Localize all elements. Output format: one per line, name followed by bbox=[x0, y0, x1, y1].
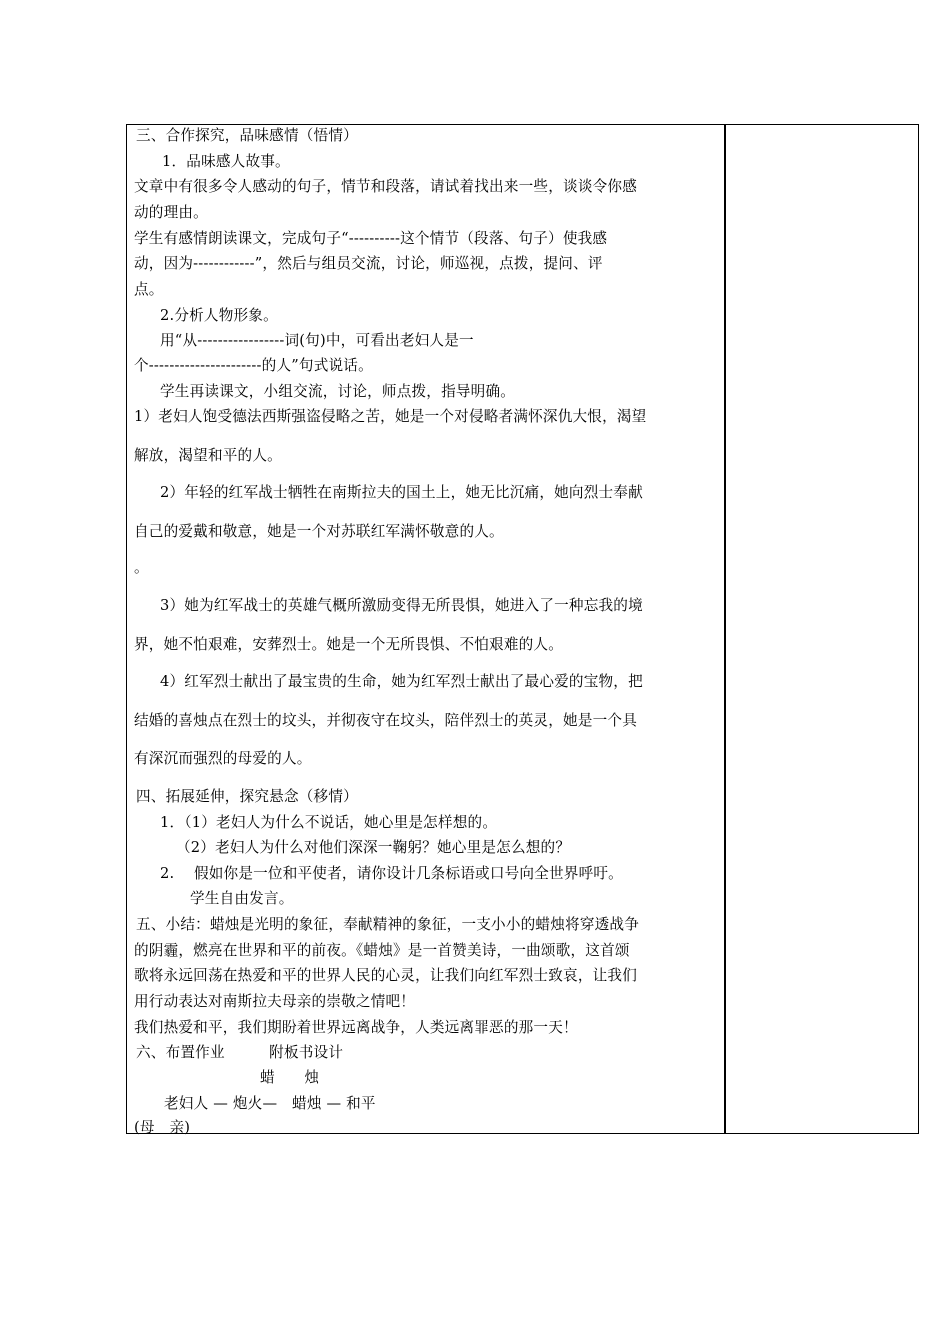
text-line: （2）老妇人为什么对他们深深一鞠躬？她心里是怎么想的？ bbox=[176, 839, 571, 856]
text-line: 4）红军烈士献出了最宝贵的生命，她为红军烈士献出了最心爱的宝物，把 bbox=[160, 673, 643, 690]
text-line: 2.分析人物形象。 bbox=[160, 307, 278, 324]
text-line: 界，她不怕艰难，安葬烈士。她是一个无所畏惧、不怕艰难的人。 bbox=[134, 636, 564, 653]
text-line: 点。 bbox=[134, 281, 164, 298]
text-line: 有深沉而强烈的母爱的人。 bbox=[134, 750, 312, 767]
text-line: 我们热爱和平，我们期盼着世界远离战争，人类远离罪恶的那一天！ bbox=[134, 1019, 578, 1036]
text-line: 2）年轻的红军战士牺牲在南斯拉夫的国土上，她无比沉痛，她向烈士奉献 bbox=[160, 484, 643, 501]
text-line: 文章中有很多令人感动的句子，情节和段落，请试着找出来一些，谈谈令你感 bbox=[134, 178, 637, 195]
text-line: 用“从-----------------词(句)中，可看出老妇人是一 bbox=[160, 332, 474, 349]
section-heading-3: 三、合作探究，品味感情（悟情） bbox=[136, 127, 358, 144]
section-heading-4: 四、拓展延伸，探究悬念（移情） bbox=[136, 788, 358, 805]
board-line: 老妇人 — 炮火— 蜡烛 — 和平 bbox=[164, 1095, 376, 1112]
text-line: 解放，渴望和平的人。 bbox=[134, 447, 282, 464]
text-line: 自己的爱戴和敬意，她是一个对苏联红军满怀敬意的人。 bbox=[134, 523, 504, 540]
text-line: 。 bbox=[134, 559, 149, 576]
text-line: 3）她为红军战士的英雄气概所激励变得无所畏惧，她进入了一种忘我的境 bbox=[160, 597, 643, 614]
text-line: 学生再读课文，小组交流，讨论，师点拨，指导明确。 bbox=[160, 383, 516, 400]
text-line: 学生自由发言。 bbox=[190, 890, 294, 907]
text-line: 1．品味感人故事。 bbox=[162, 153, 290, 170]
text-line: 动，因为------------”，然后与组员交流，讨论，师巡视，点拨，提问、评 bbox=[134, 255, 603, 272]
text-line: 用行动表达对南斯拉夫母亲的崇敬之情吧！ bbox=[134, 993, 416, 1010]
text-line: 2. 假如你是一位和平使者，请你设计几条标语或口号向全世界呼吁。 bbox=[160, 865, 623, 882]
section-heading-6: 六、布置作业 附板书设计 bbox=[136, 1044, 344, 1061]
section-heading-5: 五、小结：蜡烛是光明的象征，奉献精神的象征，一支小小的蜡烛将穿透战争 bbox=[136, 916, 639, 933]
text-line: 1）老妇人饱受德法西斯强盗侵略之苦，她是一个对侵略者满怀深仇大恨，渴望 bbox=[134, 408, 647, 425]
text-line: 1．（1）老妇人为什么不说话，她心里是怎样想的。 bbox=[160, 814, 498, 831]
text-line: 结婚的喜烛点在烈士的坟头，并彻夜守在坟头，陪伴烈士的英灵，她是一个具 bbox=[134, 712, 637, 729]
column-divider bbox=[724, 124, 726, 1134]
text-line: 个----------------------的人”句式说话。 bbox=[134, 357, 373, 374]
text-line: 动的理由。 bbox=[134, 204, 208, 221]
board-title: 蜡 烛 bbox=[260, 1069, 320, 1086]
text-line: 学生有感情朗读课文，完成句子“----------这个情节（段落、句子）使我感 bbox=[134, 230, 608, 247]
text-line: 的阴霾，燃亮在世界和平的前夜。《蜡烛》是一首赞美诗，一曲颂歌，这首颂 bbox=[134, 942, 630, 959]
text-line: 歌将永远回荡在热爱和平的世界人民的心灵，让我们向红军烈士致哀，让我们 bbox=[134, 967, 637, 984]
board-line: (母 亲) bbox=[134, 1119, 191, 1136]
